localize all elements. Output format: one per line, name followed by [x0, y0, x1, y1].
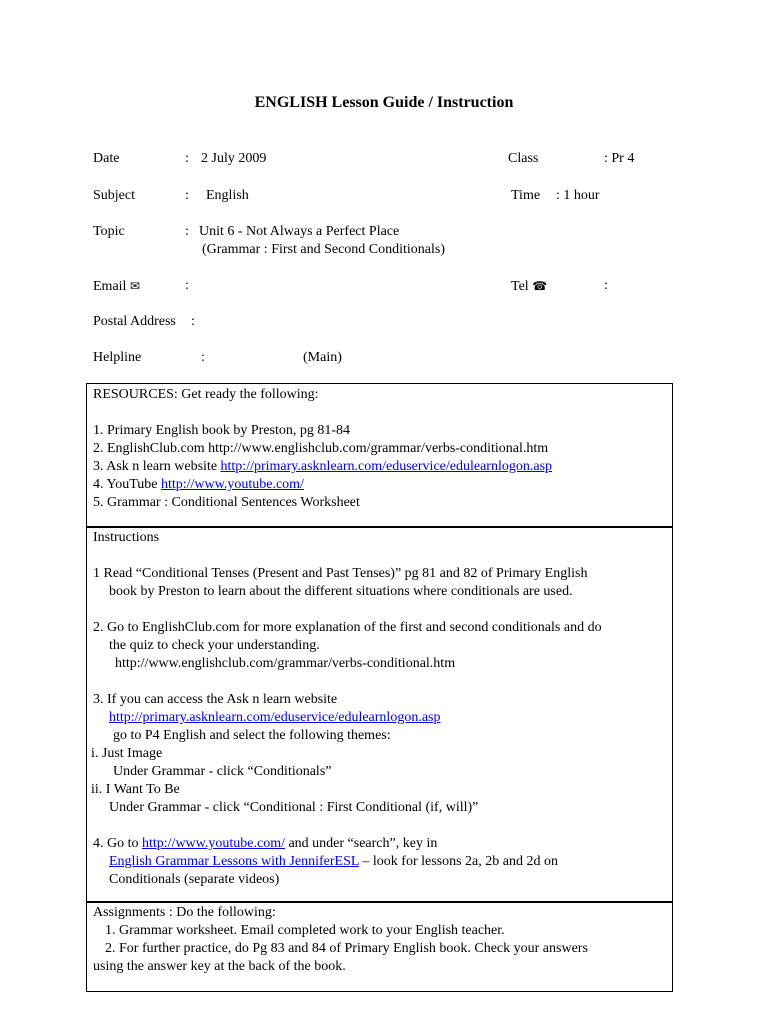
- time-label: Time: [511, 188, 541, 203]
- resource-item: 1. Primary English book by Preston, pg 81-84: [93, 423, 351, 438]
- topic-colon: :: [185, 224, 189, 239]
- resource-item-text: 4. YouTube: [93, 477, 161, 492]
- resource-item-text: 3. Ask n learn website: [93, 459, 221, 474]
- assignment-1: 1. Grammar worksheet. Email completed work to your English teacher.: [105, 923, 505, 938]
- step-4-text: 4. Go to: [93, 836, 142, 851]
- helpline-colon: :: [201, 350, 205, 365]
- theme-i: i. Just Image: [91, 746, 163, 761]
- helpline-main: (Main): [303, 350, 342, 365]
- email-colon: :: [185, 278, 189, 293]
- date-value: 2 July 2009: [201, 151, 267, 166]
- subject-value: English: [206, 188, 249, 203]
- englishclub-url: http://www.englishclub.com/grammar/verbs-conditional.htm: [115, 656, 456, 671]
- resources-heading: RESOURCES: Get ready the following:: [93, 387, 319, 402]
- assignments-heading: Assignments : Do the following:: [93, 905, 276, 920]
- subject-label: Subject: [93, 188, 135, 203]
- instructions-box: [86, 526, 673, 903]
- asknlearn-link[interactable]: http://primary.asknlearn.com/eduservice/edulearnlogon.asp: [220, 459, 553, 474]
- resource-item: [93, 476, 666, 494]
- instruction-step-2-cont: the quiz to check your understanding.: [109, 638, 320, 653]
- youtube-link[interactable]: http://www.youtube.com/: [160, 477, 304, 492]
- envelope-icon: ✉: [129, 279, 140, 293]
- time-value: : 1 hour: [556, 188, 600, 203]
- topic-value-line2: (Grammar : First and Second Conditionals): [202, 242, 446, 257]
- class-label: Class: [508, 151, 539, 166]
- instruction-step-3-link-row: [93, 709, 666, 727]
- tel-colon: :: [604, 278, 608, 293]
- instruction-step-4-cont: [93, 853, 666, 871]
- theme-i-sub: Under Grammar - click “Conditionals”: [113, 764, 332, 779]
- date-colon: :: [185, 151, 189, 166]
- class-row: [508, 150, 635, 168]
- instruction-step-3-cont: go to P4 English and select the following themes:: [113, 728, 391, 743]
- assignment-2: 2. For further practice, do Pg 83 and 84 of Primary English book. Check your answers: [105, 941, 588, 956]
- postal-label: Postal Address: [93, 314, 176, 329]
- resource-item: [93, 458, 666, 476]
- subject-colon: :: [185, 188, 189, 203]
- instructions-heading: Instructions: [93, 530, 160, 545]
- resources-box: [86, 383, 673, 528]
- tel-label: Tel: [511, 279, 529, 294]
- resource-item: 5. Grammar : Conditional Sentences Worksheet: [93, 495, 360, 510]
- youtube-link[interactable]: http://www.youtube.com/: [142, 836, 285, 851]
- email-label-text: Email: [93, 279, 127, 294]
- helpline-label: Helpline: [93, 350, 142, 365]
- theme-ii: ii. I Want To Be: [91, 782, 180, 797]
- jenniferesl-link[interactable]: English Grammar Lessons with JenniferESL: [109, 854, 359, 869]
- tel-row: [511, 277, 608, 296]
- instruction-step-1: 1 Read “Conditional Tenses (Present and Past Tenses)” pg 81 and 82 of Primary English: [93, 566, 588, 581]
- instruction-step-1-cont: book by Preston to learn about the different situations where conditionals are used.: [109, 584, 573, 599]
- theme-ii-sub: Under Grammar - click “Conditional : First Conditional (if, will)”: [109, 800, 479, 815]
- resource-item: 2. EnglishClub.com http://www.englishclub.com/grammar/verbs-conditional.htm: [93, 441, 549, 456]
- asknlearn-link[interactable]: http://primary.asknlearn.com/eduservice/edulearnlogon.asp: [109, 710, 441, 725]
- instruction-step-4: [93, 835, 666, 853]
- instruction-step-4-cont2: Conditionals (separate videos): [109, 872, 280, 887]
- date-label: Date: [93, 151, 120, 166]
- topic-value-line1: Unit 6 - Not Always a Perfect Place: [199, 224, 400, 239]
- assignment-2-cont: using the answer key at the back of the book.: [93, 959, 346, 974]
- time-row: [511, 187, 600, 205]
- postal-colon: :: [191, 314, 195, 329]
- step-4-text: – look for lessons 2a, 2b and 2d on: [358, 854, 558, 869]
- instruction-step-2: 2. Go to EnglishClub.com for more explanation of the first and second conditionals and do: [93, 620, 602, 635]
- assignments-box: [86, 901, 673, 992]
- page-title: ENGLISH Lesson Guide / Instruction: [254, 94, 514, 111]
- instruction-step-3: 3. If you can access the Ask n learn website: [93, 692, 338, 707]
- class-value: : Pr 4: [604, 151, 635, 166]
- topic-label: Topic: [93, 224, 125, 239]
- step-4-text: and under “search”, key in: [284, 836, 438, 851]
- email-label: [93, 277, 140, 296]
- telephone-icon: ☎: [532, 279, 548, 293]
